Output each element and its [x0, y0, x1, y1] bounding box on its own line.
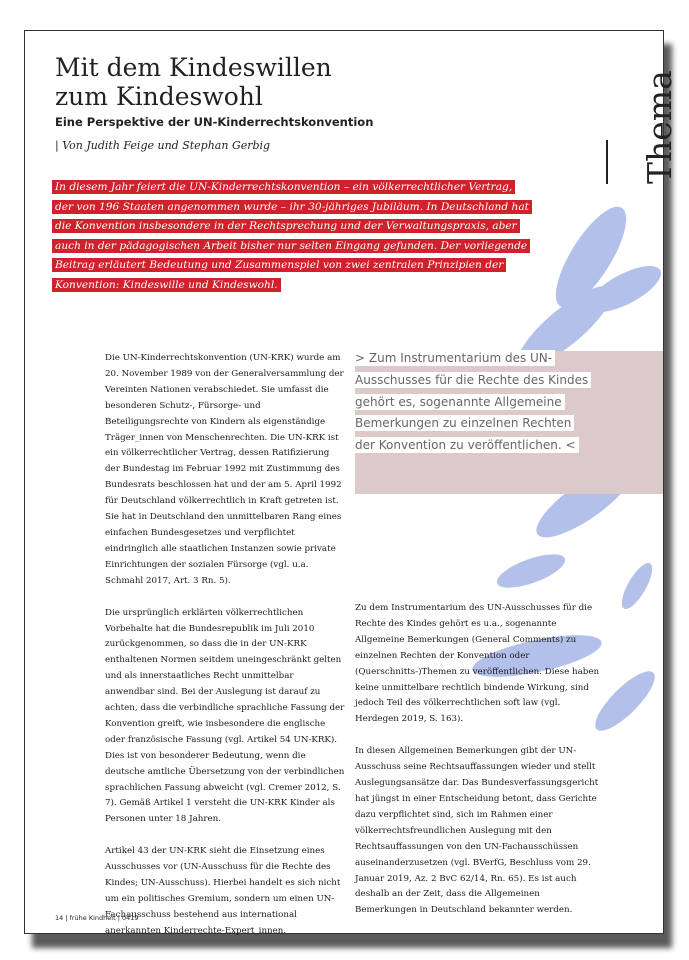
page-footer: 14 | frühe Kindheit | 0419 [55, 914, 139, 922]
body-column-right [355, 601, 600, 935]
body-paragraph: Die UN-Kinderrechtskonvention (UN-KRK) wurde am 20. November 1989 von der Generalversammlung der Vereinten Nationen verabschiedet. Sie umfasst die besonderen Schutz-, Fürsorge- und Beteiligungsrechte von Kindern als eigenständige Träger_innen von Menschenrechten. Die UN-KRK ist ein völkerrechtlicher Vertrag, dessen Ratifizierung der Bundestag im Februar 1992 mit Zustimmung des Bundesrats beschlossen hat und der am 5. April 1992 für Deutschland völkerrechtlich in Kraft getreten ist. Sie hat in Deutschland den unmittelbaren Rang eines einfachen Bundesgesetzes und verpflichtet eindringlich alle staatlichen Instanzen sowie private Einrichtungen der sozialen Fürsorge (vgl. u.a. Schmahl 2017, Art. 3 Rn. 5). [105, 353, 344, 586]
magazine-page [24, 30, 679, 936]
article-title: Mit dem Kindeswillen zum Kindeswohl [55, 53, 332, 111]
lead-paragraph [52, 178, 532, 296]
section-label-text: Thema [640, 70, 679, 184]
body-paragraph: Die ursprünglich erklärten völkerrechtlichen Vorbehalte hat die Bundesrepublik im Juli 2010 zurückgenommen, so dass die in der UN-KRK enthaltenen Normen seitdem uneingeschränkt gelten und als innerstaatliches Recht unmittelbar anwendbar sind. Bei der Auslegung ist darauf zu achten, dass die verbindliche sprachliche Fassung der Konvention greift, wie insbesondere die englische oder französische Fassung (vgl. Artikel 54 UN-KRK). Dies ist von besonderer Bedeutung, wenn die deutsche amtliche Übersetzung von der verbindlichen sprachlichen Fassung abweicht (vgl. Cremer 2012, S. 7). Gemäß Artikel 1 versteht die UN-KRK Kinder als Personen unter 18 Jahren. [105, 607, 345, 825]
body-paragraph: Zu dem Instrumentarium des UN-Ausschusses für die Rechte des Kindes gehört es u.a., sogenannte Allgemeine Bemerkungen (General Comments) zu einzelnen Rechten der Konvention oder (Querschnitts-)Themen zu veröffentlichen. Diese haben keine unmittelbare rechtlich bindende Wirkung, sind jedoch Teil des völkerrechtlichen soft law (vgl. Herdegen 2019, S. 163). [355, 603, 600, 725]
body-column-left [105, 351, 345, 956]
body-paragraph: In diesen Allgemeinen Bemerkungen gibt der UN-Ausschuss seine Rechtsauffassungen wieder und stellt Auslegungsansätze dar. Das Bundesverfassungsgericht hat jüngst in einer Entscheidung betont, dass Gerichte dazu verpflichtet sind, sich im Rahmen einer völkerrechtsfreundlichen Auslegung mit den Rechtsauffassungen von den UN-Fachausschüssen auseinanderzusetzen (vgl. BVerfG, Beschluss vom 29. Januar 2019, Az. 2 BvC 62/14, Rn. 65). Es ist auch deshalb an der Zeit, dass die Allgemeinen Bemerkungen in Deutschland bekannter werden. [355, 746, 599, 916]
article-authors: | Von Judith Feige und Stephan Gerbig [55, 139, 271, 152]
lead-text: In diesem Jahr feiert die UN-Kinderrechtskonvention – ein völkerrechtlicher Vertrag, der von 196 Staaten angenommen wurde – ihr 30-jähriges Jubiläum. In Deutschland hat die Konvention insbesondere in der Rechtsprechung und der Verwaltungspraxis, aber auch in der pädagogischen Arbeit bisher nur selten Eingang gefunden. Der vorliegende Beitrag erläutert Bedeutung und Zusammenspiel von zwei zentralen Prinzipien der Konvention: Kindeswille und Kindeswohl. [52, 180, 532, 292]
body-paragraph: Artikel 43 der UN-KRK sieht die Einsetzung eines Ausschusses vor (UN-Ausschuss für die Rechte des Kindes; UN-Ausschuss). Hierbei handelt es sich nicht um ein politisches Gremium, sondern um einen UN-Fachausschuss bestehend aus international anerkannten Kinderrechte-Expert_innen. [105, 846, 341, 936]
pullquote [352, 348, 592, 457]
pullquote-text: > Zum Instrumentarium des UN-Ausschusses für die Rechte des Kindes gehört es, sogenannte Allgemeine Bemerkungen zu einzelnen Rechten der Konvention zu veröffentlichen. < [352, 350, 591, 453]
section-label [600, 37, 679, 187]
article-subtitle: Eine Perspektive der UN-Kinderrechtskonvention [55, 115, 374, 129]
section-label-rule [606, 140, 608, 184]
